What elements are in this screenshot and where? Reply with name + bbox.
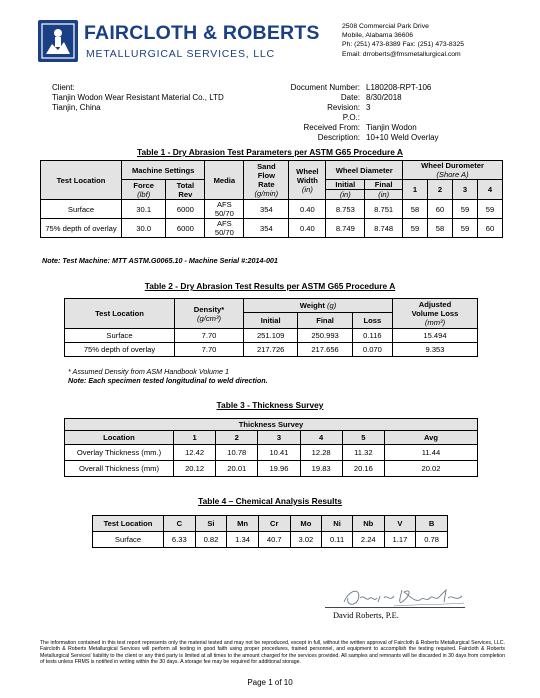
- t2-cell-final: 250.993: [298, 329, 352, 343]
- t1-cell-init: 8.753: [326, 200, 365, 219]
- t2-h-weight-unit: (g): [327, 301, 337, 310]
- doc-value: 8/30/2018: [366, 93, 402, 102]
- t4-cell-c: 6.33: [164, 532, 196, 548]
- t1-media2: 50/70: [214, 209, 234, 218]
- t1-h-total-rev: [166, 180, 205, 200]
- t1-cell-d3: 59: [453, 219, 478, 238]
- t1-h-d2: 2: [428, 180, 453, 200]
- t1-h-duro-label: Wheel Durometer: [421, 161, 484, 170]
- t3-cell-v4: 19.83: [300, 461, 342, 477]
- t1-h-location: Test Location: [41, 161, 122, 200]
- t2-h-density-unit: (g/cm³): [196, 313, 222, 323]
- t4-cell-nb: 2.24: [352, 532, 384, 548]
- doc-row: [250, 103, 439, 113]
- t2-cell-init: 217.726: [244, 343, 298, 357]
- address-city: Mobile, Alabama 36606: [342, 32, 414, 40]
- t1-cell-final: 8.751: [365, 200, 403, 219]
- t2-cell-density: 7.70: [175, 329, 244, 343]
- t1-h-durometer: [403, 161, 503, 180]
- t4-h-mn: Mn: [227, 516, 259, 532]
- t4-cell-mn: 1.34: [227, 532, 259, 548]
- t1-h-rev: Rev: [178, 189, 193, 199]
- t3-h-3: 3: [258, 431, 300, 445]
- company-logo: [38, 20, 78, 62]
- t1-h-sand: [244, 161, 289, 200]
- t2-h-initial: Initial: [244, 313, 298, 329]
- t3-cell-avg: 20.02: [385, 461, 478, 477]
- t1-h-sand2: Flow: [257, 171, 275, 180]
- t2-cell-loss: 0.070: [352, 343, 392, 357]
- doc-label: Description:: [317, 133, 360, 142]
- t3-cell-loc: Overlay Thickness (mm.): [65, 445, 174, 461]
- table2-title: Table 2 - Dry Abrasion Test Results per ASTM G65 Procedure A: [144, 281, 396, 291]
- t1-cell-d4: 60: [478, 219, 503, 238]
- t3-cell-v1: 20.12: [174, 461, 216, 477]
- t4-h-v: V: [384, 516, 416, 532]
- doc-label: Revision:: [327, 103, 360, 112]
- t1-cell-final: 8.748: [365, 219, 403, 238]
- t1-h-in-initial: (in): [326, 190, 365, 200]
- t4-cell-b: 0.78: [416, 532, 448, 548]
- t2-cell-density: 7.70: [175, 343, 244, 357]
- t3-h-1: 1: [174, 431, 216, 445]
- t4-cell-location: Surface: [93, 532, 164, 548]
- t3-h-5: 5: [342, 431, 384, 445]
- t1-h-media: Media: [205, 161, 244, 200]
- doc-label: Date:: [340, 93, 360, 102]
- client-label: Client:: [52, 83, 75, 92]
- company-subtitle: METALLURGICAL SERVICES, LLC: [86, 48, 275, 60]
- t1-h-initial: Initial: [326, 180, 365, 190]
- doc-row: [250, 123, 439, 133]
- t2-h-loss: Loss: [352, 313, 392, 329]
- table1-abrasion-parameters: [40, 160, 503, 238]
- t1-h-total: Total: [176, 180, 195, 190]
- t4-cell-cr: 40.7: [258, 532, 290, 548]
- t1-cell-loc: Surface: [41, 200, 122, 219]
- t1-h-sand-unit: (g/min): [254, 189, 279, 198]
- t1-cell-width: 0.40: [289, 219, 326, 238]
- t1-cell-d1: 59: [403, 219, 428, 238]
- t1-h-d4: 4: [478, 180, 503, 200]
- t1-cell-force: 30.1: [122, 200, 166, 219]
- t2-cell-loc: Surface: [65, 329, 175, 343]
- t2-cell-init: 251.109: [244, 329, 298, 343]
- t2-h-final: Final: [298, 313, 352, 329]
- t3-cell-v4: 12.28: [300, 445, 342, 461]
- signatory-name: David Roberts, P.E.: [333, 611, 399, 620]
- t1-h-in-final: (in): [365, 190, 403, 200]
- table-row: [65, 343, 478, 357]
- table-row: [65, 461, 478, 477]
- t1-h-width-unit: (in): [301, 184, 313, 194]
- t3-h-survey: Thickness Survey: [65, 419, 478, 431]
- doc-label: P.O.:: [342, 113, 360, 122]
- table4-title: Table 4 – Chemical Analysis Results: [198, 496, 342, 506]
- doc-row: [250, 93, 439, 103]
- t1-cell-d2: 58: [428, 219, 453, 238]
- t1-media1: AFS: [216, 219, 232, 228]
- company-name: FAIRCLOTH & ROBERTS: [84, 22, 320, 44]
- footer-disclaimer: The information contained in this test report represents only the material tested and may not be reproduced, except in full, without the written approval of Faircloth & Roberts Metallurgical Services, LLC. Faircloth & Roberts Metallurgical Services will perform all testing in good faith using proper procedures, trained personnel, and equipment to accomplish the testing required. Faircloth & Roberts Metallurgical Services' liability to the client or any third party is limited at all times to the amount charged for the services provided. All samples and remnants will be discarded in 30 days from completion of tests unless FRMS is notified in writing within the 30 days. A storage fee may be required for additional storage.: [40, 640, 505, 666]
- t1-h-width1: Wheel: [296, 166, 319, 176]
- client-city: Tianjin, China: [52, 103, 101, 112]
- email-line: Email: drroberts@fmsmetallurgical.com: [342, 50, 461, 58]
- t1-cell-d2: 60: [428, 200, 453, 219]
- table3-title: Table 3 - Thickness Survey: [216, 400, 324, 410]
- table2-note1: * Assumed Density from ASM Handbook Volume 1: [68, 367, 229, 376]
- table4-chemical-analysis: [92, 515, 448, 548]
- client-block: [52, 83, 224, 113]
- doc-value: Tianjin Wodon: [366, 123, 417, 132]
- table1-title: Table 1 - Dry Abrasion Test Parameters per ASTM G65 Procedure A: [137, 147, 403, 157]
- t3-cell-v2: 10.78: [216, 445, 258, 461]
- t4-cell-ni: 0.11: [322, 532, 353, 548]
- t4-h-cr: Cr: [258, 516, 290, 532]
- t3-cell-v2: 20.01: [216, 461, 258, 477]
- t2-cell-loss: 0.116: [352, 329, 392, 343]
- doc-label: Document Number:: [290, 83, 360, 92]
- t2-h-weight: [244, 299, 393, 313]
- t3-cell-v3: 10.41: [258, 445, 300, 461]
- t2-h-adj1: Adjusted: [418, 300, 452, 309]
- t2-cell-loc: 75% depth of overlay: [65, 343, 175, 357]
- t3-cell-avg: 11.44: [385, 445, 478, 461]
- t4-h-location: Test Location: [93, 516, 164, 532]
- t2-h-location: Test Location: [65, 299, 175, 329]
- t4-h-nb: Nb: [352, 516, 384, 532]
- t2-h-adj2: Volume Loss: [411, 309, 459, 318]
- t1-h-width: [289, 161, 326, 200]
- t3-cell-v5: 20.16: [342, 461, 384, 477]
- t1-h-width2: Width: [296, 175, 318, 185]
- t1-h-sand1: Sand: [257, 162, 276, 171]
- t4-h-ni: Ni: [322, 516, 353, 532]
- t2-h-adj-unit: (mm³): [424, 318, 446, 327]
- t4-h-mo: Mo: [290, 516, 322, 532]
- t2-h-density: [175, 299, 244, 329]
- doc-value: 3: [366, 103, 371, 112]
- t1-cell-d4: 59: [478, 200, 503, 219]
- t2-h-density-label: Density*: [193, 304, 225, 314]
- company-address: [342, 22, 464, 59]
- t1-cell-sand: 354: [244, 219, 289, 238]
- t4-h-si: Si: [195, 516, 227, 532]
- t4-cell-v: 1.17: [384, 532, 416, 548]
- t3-cell-v3: 19.96: [258, 461, 300, 477]
- table-row: [41, 200, 503, 219]
- t1-cell-width: 0.40: [289, 200, 326, 219]
- t4-h-b: B: [416, 516, 448, 532]
- t1-cell-loc: 75% depth of overlay: [41, 219, 122, 238]
- t4-cell-mo: 3.02: [290, 532, 322, 548]
- table-row: [93, 532, 448, 548]
- t2-h-adjusted: [393, 299, 478, 329]
- t1-cell-sand: 354: [244, 200, 289, 219]
- t1-media1: AFS: [216, 200, 232, 209]
- doc-row: [250, 113, 439, 123]
- doc-row: [250, 133, 439, 143]
- doc-value: L180208-RPT-106: [366, 83, 432, 92]
- t1-cell-media: [205, 200, 244, 219]
- t1-cell-rev: 6000: [166, 200, 205, 219]
- doc-row: [250, 83, 439, 93]
- t1-cell-force: 30.0: [122, 219, 166, 238]
- t1-cell-rev: 6000: [166, 219, 205, 238]
- table-row: [65, 329, 478, 343]
- t3-h-location: Location: [65, 431, 174, 445]
- t1-h-force: [122, 180, 166, 200]
- t1-cell-d1: 58: [403, 200, 428, 219]
- page-number: Page 1 of 10: [247, 678, 293, 687]
- table1-note: Note: Test Machine: MTT ASTM.G0065.10 - Machine Serial #:2014-001: [42, 256, 278, 265]
- t2-cell-vol: 15.494: [393, 329, 478, 343]
- t1-h-diameter: Wheel Diameter: [326, 161, 403, 180]
- table2-abrasion-results: [64, 298, 478, 357]
- t3-cell-v1: 12.42: [174, 445, 216, 461]
- t1-h-force-unit: (lbf): [137, 189, 151, 199]
- t2-h-weight-label: Weight: [299, 301, 325, 310]
- t1-cell-d3: 59: [453, 200, 478, 219]
- t3-h-2: 2: [216, 431, 258, 445]
- table-row: [65, 445, 478, 461]
- client-name: Tianjin Wodon Wear Resistant Material Co., LTD: [52, 93, 224, 102]
- t1-h-d1: 1: [403, 180, 428, 200]
- t1-h-duro-unit: (Shore A): [436, 170, 469, 179]
- t4-cell-si: 0.82: [195, 532, 227, 548]
- table2-note2: Note: Each specimen tested longitudinal to weld direction.: [68, 376, 268, 385]
- t3-cell-loc: Overall Thickness (mm): [65, 461, 174, 477]
- logo-emblem-icon: [38, 20, 78, 62]
- t3-h-avg: Avg: [385, 431, 478, 445]
- t1-h-final: Final: [365, 180, 403, 190]
- t1-h-d3: 3: [453, 180, 478, 200]
- t1-cell-media: [205, 219, 244, 238]
- table3-thickness-survey: [64, 418, 478, 477]
- doc-value: 10+10 Weld Overlay: [366, 133, 439, 142]
- t1-h-sand3: Rate: [258, 180, 275, 189]
- address-line: 2508 Commercial Park Drive: [342, 23, 429, 30]
- t3-cell-v5: 11.32: [342, 445, 384, 461]
- table-row: [41, 219, 503, 238]
- t3-h-4: 4: [300, 431, 342, 445]
- document-info: [250, 83, 439, 143]
- t1-h-machine: Machine Settings: [122, 161, 205, 180]
- t2-cell-vol: 9.353: [393, 343, 478, 357]
- doc-label: Received From:: [303, 123, 360, 132]
- phone-line: Ph: (251) 473-8389 Fax: (251) 473-8325: [342, 41, 465, 49]
- t1-cell-init: 8.749: [326, 219, 365, 238]
- t1-h-force-label: Force: [133, 180, 155, 190]
- t2-cell-final: 217.656: [298, 343, 352, 357]
- t1-media2: 50/70: [214, 228, 234, 237]
- signature-line: [325, 607, 465, 608]
- t4-h-c: C: [164, 516, 196, 532]
